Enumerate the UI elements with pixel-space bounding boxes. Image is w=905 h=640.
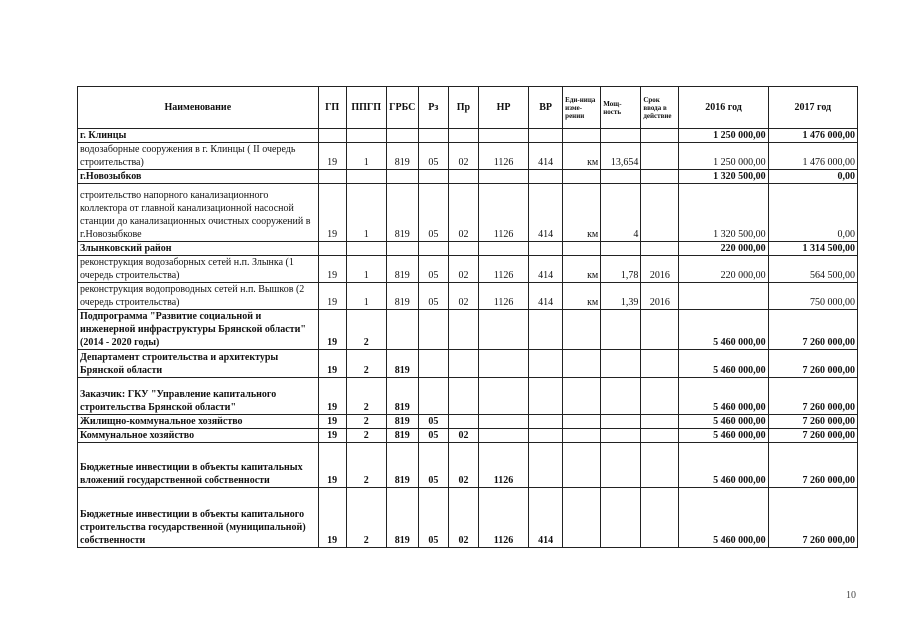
cell-np: 1126	[478, 256, 528, 283]
cell-y2017: 7 260 000,00	[768, 429, 857, 443]
cell-gp: 19	[318, 143, 346, 170]
cell-name: Жилищно-коммунальное хозяйство	[78, 415, 319, 429]
cell-y2016: 1 320 500,00	[679, 184, 768, 242]
cell-ppgp	[346, 129, 386, 143]
cell-grbs: 819	[386, 443, 418, 488]
cell-pr	[448, 415, 478, 429]
cell-unit	[563, 310, 601, 350]
cell-vr	[529, 443, 563, 488]
cell-unit	[563, 429, 601, 443]
cell-y2016: 5 460 000,00	[679, 488, 768, 548]
budget-table	[77, 86, 858, 548]
cell-name: г. Клинцы	[78, 129, 319, 143]
cell-gp: 19	[318, 429, 346, 443]
header-ppgp: ППГП	[346, 87, 386, 129]
cell-ppgp	[346, 170, 386, 184]
header-2016: 2016 год	[679, 87, 768, 129]
cell-y2017: 1 476 000,00	[768, 143, 857, 170]
cell-power: 13,654	[601, 143, 641, 170]
cell-pr: 02	[448, 184, 478, 242]
cell-term	[641, 443, 679, 488]
cell-term	[641, 310, 679, 350]
cell-name: Злынковский район	[78, 242, 319, 256]
cell-rz	[418, 378, 448, 415]
table-row	[78, 184, 858, 242]
cell-name: Департамент строительства и архитектуры Брянской области	[78, 350, 319, 378]
cell-vr	[529, 170, 563, 184]
cell-gp: 19	[318, 488, 346, 548]
cell-ppgp: 1	[346, 283, 386, 310]
cell-name: Бюджетные инвестиции в объекты капитальных вложений государственной собственности	[78, 443, 319, 488]
cell-y2016: 220 000,00	[679, 256, 768, 283]
cell-grbs: 819	[386, 350, 418, 378]
cell-y2017: 7 260 000,00	[768, 415, 857, 429]
cell-unit: км	[563, 283, 601, 310]
table-row	[78, 143, 858, 170]
cell-vr	[529, 429, 563, 443]
cell-name: г.Новозыбков	[78, 170, 319, 184]
cell-vr: 414	[529, 283, 563, 310]
cell-vr	[529, 310, 563, 350]
cell-y2016: 1 250 000,00	[679, 143, 768, 170]
cell-term: 2016	[641, 256, 679, 283]
header-name: Наименование	[78, 87, 319, 129]
cell-name: Бюджетные инвестиции в объекты капитального строительства государственной (муниципальной) собственности	[78, 488, 319, 548]
cell-np	[478, 310, 528, 350]
cell-pr: 02	[448, 283, 478, 310]
cell-grbs	[386, 310, 418, 350]
cell-power: 4	[601, 184, 641, 242]
cell-vr: 414	[529, 143, 563, 170]
cell-np	[478, 170, 528, 184]
cell-y2017: 7 260 000,00	[768, 350, 857, 378]
cell-np	[478, 429, 528, 443]
cell-name: Заказчик: ГКУ "Управление капитального строительства Брянской области"	[78, 378, 319, 415]
cell-rz	[418, 310, 448, 350]
cell-pr	[448, 350, 478, 378]
cell-power	[601, 129, 641, 143]
cell-y2016: 5 460 000,00	[679, 443, 768, 488]
cell-rz	[418, 129, 448, 143]
cell-name: Подпрограмма "Развитие социальной и инженерной инфраструктуры Брянской области" (2014 - 2020 годы)	[78, 310, 319, 350]
cell-unit	[563, 170, 601, 184]
cell-grbs	[386, 242, 418, 256]
cell-rz: 05	[418, 184, 448, 242]
cell-pr: 02	[448, 429, 478, 443]
header-power: Мощ-ность	[601, 87, 641, 129]
table-row	[78, 429, 858, 443]
table-row	[78, 350, 858, 378]
header-unit: Еди-ница изме-рении	[563, 87, 601, 129]
cell-term	[641, 129, 679, 143]
cell-gp: 19	[318, 256, 346, 283]
cell-pr	[448, 378, 478, 415]
cell-rz	[418, 350, 448, 378]
cell-y2016: 1 320 500,00	[679, 170, 768, 184]
cell-grbs: 819	[386, 429, 418, 443]
cell-gp: 19	[318, 350, 346, 378]
header-np: НР	[478, 87, 528, 129]
cell-y2017: 0,00	[768, 170, 857, 184]
cell-unit	[563, 350, 601, 378]
header-gp: ГП	[318, 87, 346, 129]
cell-pr	[448, 170, 478, 184]
cell-ppgp: 2	[346, 415, 386, 429]
cell-y2017: 1 476 000,00	[768, 129, 857, 143]
cell-y2016: 220 000,00	[679, 242, 768, 256]
cell-vr: 414	[529, 184, 563, 242]
cell-unit	[563, 242, 601, 256]
table-row	[78, 488, 858, 548]
cell-y2017: 7 260 000,00	[768, 443, 857, 488]
cell-np	[478, 350, 528, 378]
cell-pr	[448, 129, 478, 143]
cell-ppgp: 2	[346, 488, 386, 548]
cell-rz: 05	[418, 429, 448, 443]
header-row	[78, 87, 858, 129]
cell-gp	[318, 129, 346, 143]
cell-vr	[529, 350, 563, 378]
header-term: Срок ввода в действие	[641, 87, 679, 129]
cell-term	[641, 242, 679, 256]
cell-ppgp: 2	[346, 310, 386, 350]
cell-y2017: 7 260 000,00	[768, 488, 857, 548]
cell-unit	[563, 129, 601, 143]
cell-np	[478, 242, 528, 256]
cell-pr: 02	[448, 488, 478, 548]
cell-vr: 414	[529, 256, 563, 283]
cell-ppgp: 1	[346, 143, 386, 170]
cell-power	[601, 170, 641, 184]
cell-unit: км	[563, 256, 601, 283]
header-grbs: ГРБС	[386, 87, 418, 129]
cell-np: 1126	[478, 184, 528, 242]
cell-np	[478, 378, 528, 415]
header-vr: ВР	[529, 87, 563, 129]
cell-power	[601, 429, 641, 443]
header-2017: 2017 год	[768, 87, 857, 129]
cell-term	[641, 350, 679, 378]
table-row	[78, 170, 858, 184]
cell-power	[601, 378, 641, 415]
cell-ppgp: 2	[346, 378, 386, 415]
cell-unit	[563, 443, 601, 488]
table-row	[78, 415, 858, 429]
page-number: 10	[846, 590, 856, 601]
cell-grbs: 819	[386, 488, 418, 548]
cell-y2016: 5 460 000,00	[679, 415, 768, 429]
cell-power	[601, 242, 641, 256]
cell-power	[601, 488, 641, 548]
cell-grbs: 819	[386, 415, 418, 429]
cell-ppgp: 1	[346, 256, 386, 283]
cell-term	[641, 170, 679, 184]
cell-y2016: 5 460 000,00	[679, 350, 768, 378]
cell-vr: 414	[529, 488, 563, 548]
cell-ppgp: 2	[346, 429, 386, 443]
cell-rz	[418, 170, 448, 184]
cell-name: водозаборные сооружения в г. Клинцы ( II очередь строительства)	[78, 143, 319, 170]
cell-term	[641, 378, 679, 415]
cell-pr	[448, 310, 478, 350]
cell-grbs	[386, 129, 418, 143]
cell-ppgp: 2	[346, 443, 386, 488]
cell-y2017: 7 260 000,00	[768, 310, 857, 350]
cell-unit	[563, 415, 601, 429]
table-row	[78, 443, 858, 488]
cell-np	[478, 129, 528, 143]
cell-name: реконструкция водозаборных сетей н.п. Злынка (1 очередь строительства)	[78, 256, 319, 283]
cell-gp	[318, 170, 346, 184]
cell-vr	[529, 415, 563, 429]
cell-term	[641, 488, 679, 548]
cell-power	[601, 443, 641, 488]
cell-y2016: 5 460 000,00	[679, 310, 768, 350]
cell-power: 1,39	[601, 283, 641, 310]
cell-power: 1,78	[601, 256, 641, 283]
cell-unit	[563, 378, 601, 415]
cell-grbs	[386, 170, 418, 184]
cell-power	[601, 310, 641, 350]
cell-np: 1126	[478, 283, 528, 310]
table-row	[78, 283, 858, 310]
cell-gp	[318, 242, 346, 256]
cell-rz: 05	[418, 283, 448, 310]
table-row	[78, 129, 858, 143]
cell-np	[478, 415, 528, 429]
cell-term	[641, 429, 679, 443]
cell-power	[601, 415, 641, 429]
cell-y2016	[679, 283, 768, 310]
cell-gp: 19	[318, 310, 346, 350]
table-row	[78, 242, 858, 256]
cell-ppgp: 1	[346, 184, 386, 242]
cell-y2016: 1 250 000,00	[679, 129, 768, 143]
cell-vr	[529, 129, 563, 143]
cell-y2017: 0,00	[768, 184, 857, 242]
cell-term	[641, 184, 679, 242]
cell-np: 1126	[478, 443, 528, 488]
cell-term: 2016	[641, 283, 679, 310]
cell-pr: 02	[448, 256, 478, 283]
cell-name: Коммунальное хозяйство	[78, 429, 319, 443]
cell-unit: км	[563, 143, 601, 170]
cell-rz: 05	[418, 415, 448, 429]
cell-gp: 19	[318, 415, 346, 429]
cell-grbs: 819	[386, 256, 418, 283]
table-row	[78, 310, 858, 350]
cell-name: реконструкция водопроводных сетей н.п. Вышков (2 очередь строительства)	[78, 283, 319, 310]
cell-y2017: 1 314 500,00	[768, 242, 857, 256]
table-row	[78, 378, 858, 415]
cell-grbs: 819	[386, 184, 418, 242]
cell-name: строительство напорного канализационного коллектора от главной канализационной насосной станции до канализационных очистных сооружений в г.Новозыбкове	[78, 184, 319, 242]
cell-rz	[418, 242, 448, 256]
cell-unit: км	[563, 184, 601, 242]
cell-pr: 02	[448, 143, 478, 170]
cell-y2017: 7 260 000,00	[768, 378, 857, 415]
cell-gp: 19	[318, 378, 346, 415]
cell-gp: 19	[318, 283, 346, 310]
header-pr: Пр	[448, 87, 478, 129]
cell-np: 1126	[478, 488, 528, 548]
cell-np: 1126	[478, 143, 528, 170]
cell-term	[641, 143, 679, 170]
cell-y2016: 5 460 000,00	[679, 378, 768, 415]
cell-rz: 05	[418, 488, 448, 548]
cell-rz: 05	[418, 443, 448, 488]
cell-pr: 02	[448, 443, 478, 488]
cell-ppgp	[346, 242, 386, 256]
cell-y2017: 750 000,00	[768, 283, 857, 310]
cell-rz: 05	[418, 143, 448, 170]
cell-rz: 05	[418, 256, 448, 283]
cell-ppgp: 2	[346, 350, 386, 378]
cell-power	[601, 350, 641, 378]
cell-grbs: 819	[386, 143, 418, 170]
cell-gp: 19	[318, 184, 346, 242]
cell-grbs: 819	[386, 378, 418, 415]
cell-y2017: 564 500,00	[768, 256, 857, 283]
cell-vr	[529, 242, 563, 256]
cell-grbs: 819	[386, 283, 418, 310]
cell-vr	[529, 378, 563, 415]
header-rz: Рз	[418, 87, 448, 129]
cell-y2016: 5 460 000,00	[679, 429, 768, 443]
cell-gp: 19	[318, 443, 346, 488]
cell-pr	[448, 242, 478, 256]
cell-term	[641, 415, 679, 429]
cell-unit	[563, 488, 601, 548]
table-row	[78, 256, 858, 283]
